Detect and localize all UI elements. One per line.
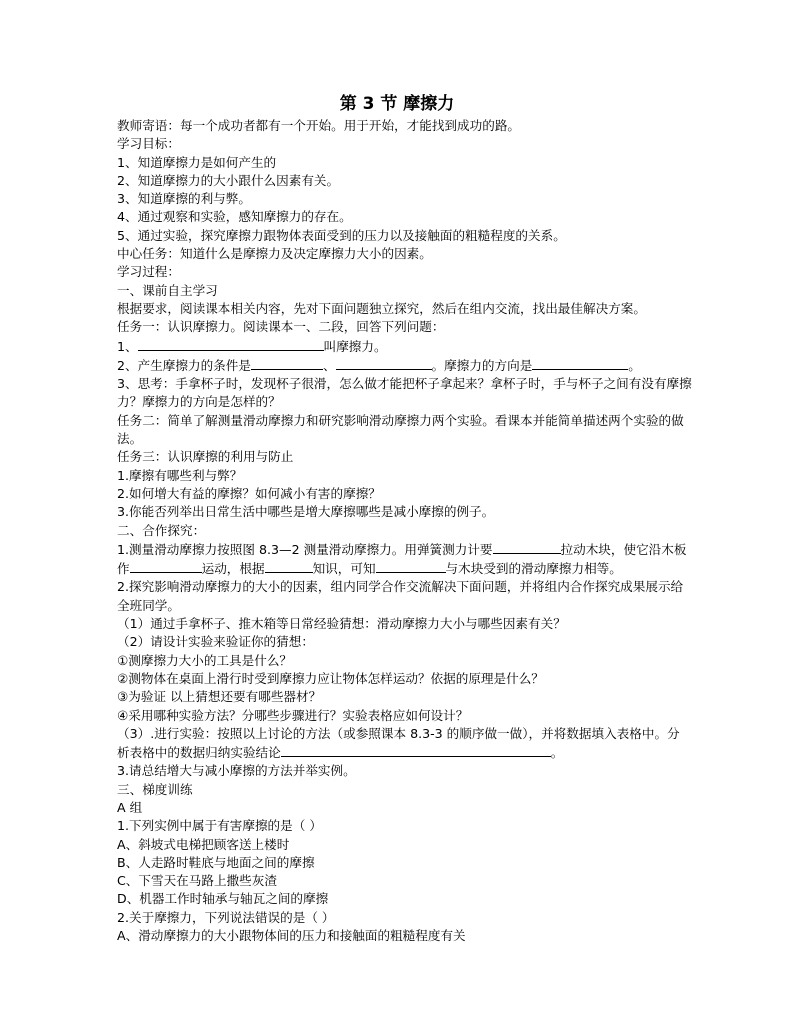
fill-blank[interactable]	[336, 356, 432, 370]
fill-blank[interactable]	[532, 356, 628, 370]
subquestion: ③为验证 以上猜想还要有哪些器材？	[117, 689, 322, 705]
option-a: A、滑动摩擦力的大小跟物体间的压力和接触面的粗糙程度有关	[117, 928, 466, 944]
section-heading: 一、课前自主学习	[117, 282, 218, 298]
summary-question: 3.请总结增大与减小摩擦的方法并举实例。	[117, 763, 356, 779]
fill-blank[interactable]	[281, 743, 551, 757]
fill-blank[interactable]	[265, 559, 313, 573]
task-three: 任务三：认识摩擦的利用与防止	[117, 449, 294, 465]
teacher-message: 教师寄语：每一个成功者都有一个开始。用于开始，才能找到成功的路。	[117, 118, 520, 133]
subquestion: ②测物体在桌面上滑行时受到摩擦力应让物体怎样运动？依据的原理是什么？	[117, 670, 544, 686]
section-heading: 二、合作探究：	[117, 522, 206, 538]
question-2-sep: 、	[322, 357, 336, 373]
option-d: D、机器工作时轴承与轴瓦之间的摩擦	[117, 891, 329, 907]
task-three-q2: 2.如何增大有益的摩擦？如何减小有害的摩擦？	[117, 485, 381, 501]
question-3: 3、思考：手拿杯子时，发现杯子很滑，怎么做才能把杯子拿起来？拿杯子时，手与杯子之间有没有摩擦力？摩擦力的方向是怎样的？	[117, 376, 692, 410]
question-2-mid: 。摩擦力的方向是	[431, 357, 533, 373]
coop-question-1	[117, 540, 692, 579]
fill-blank[interactable]	[251, 356, 323, 370]
objective-item: 1、知道摩擦力是如何产生的	[117, 154, 277, 170]
task-two: 任务二：简单了解测量滑动摩擦力和研究影响滑动摩擦力两个实验。看课本并能简单描述两个实验的做法。	[117, 412, 684, 447]
mc-question-1: 1.下列实例中属于有害摩擦的是（ ）	[117, 818, 322, 834]
question-1-suffix: 叫摩擦力。	[323, 338, 387, 354]
question-2	[117, 356, 692, 375]
coop-text: 知识，可知	[312, 561, 376, 577]
subquestion: ④采用哪种实验方法？分哪些步骤进行？实验表格应如何设计？	[117, 707, 469, 723]
document-body	[117, 117, 692, 945]
question-1-prefix: 1、	[117, 338, 138, 354]
option-b: B、人走路时鞋底与地面之间的摩擦	[117, 854, 315, 870]
option-c: C、下雪天在马路上撒些灰渣	[117, 873, 277, 889]
question-2-prefix: 2、产生摩擦力的条件是	[117, 357, 251, 373]
coop-question-2: 2.探究影响滑动摩擦力的大小的因素，组内同学合作交流解决下面问题，并将组内合作探究成果展示给全班同学。	[117, 579, 684, 613]
coop-text: 1.测量滑动摩擦力按照图 8.3—2 测量滑动摩擦力。用弹簧测力计要	[117, 541, 493, 557]
task-three-q3: 3.你能否列举出日常生活中哪些是增大摩擦哪些是减小摩擦的例子。	[117, 504, 495, 520]
fill-blank[interactable]	[138, 337, 324, 351]
objective-item: 3、知道摩擦的利与弊。	[117, 191, 251, 207]
fill-blank[interactable]	[130, 559, 202, 573]
mc-question-2: 2.关于摩擦力，下列说法错误的是（ ）	[117, 909, 335, 925]
coop-text: 拉动木块，使它沿木板作	[117, 541, 687, 577]
objective-item: 4、通过观察和实验，感知摩擦力的存在。	[117, 209, 352, 225]
experiment-end: 。	[550, 745, 564, 761]
option-a: A、斜坡式电梯把顾客送上楼时	[117, 836, 290, 852]
task-three-q1: 1.摩擦有哪些利与弊？	[117, 467, 243, 483]
process-heading: 学习过程：	[117, 264, 180, 280]
task-one: 任务一：认识摩擦力。阅读课本一、二段，回答下列问题：	[117, 319, 445, 335]
central-task: 中心任务：知道什么是摩擦力及决定摩擦力大小的因素。	[117, 246, 432, 262]
experiment-step	[117, 725, 692, 763]
objectives-heading: 学习目标：	[117, 136, 180, 152]
experiment-text: （3）.进行实验：按照以上讨论的方法（或参照课本 8.3-3 的顺序做一做），并将数据填入表格中。分析表格中的数据归纳实验结论	[117, 725, 680, 761]
section-heading: 三、梯度训练	[117, 781, 193, 797]
instructions: 根据要求，阅读课本相关内容，先对下面问题独立探究，然后在组内交流，找出最佳解决方案。	[117, 300, 646, 316]
subquestion: （2）请设计实验来验证你的猜想：	[117, 634, 314, 650]
group-heading: A 组	[117, 799, 143, 815]
question-1	[117, 337, 692, 356]
fill-blank[interactable]	[493, 540, 561, 554]
subquestion: （1）通过手拿杯子、推木箱等日常经验猜想：滑动摩擦力大小与哪些因素有关？	[117, 616, 566, 632]
question-2-end: 。	[628, 357, 641, 373]
page-title: 第 3 节 摩擦力	[339, 94, 455, 114]
coop-text: 运动，根据	[201, 561, 265, 577]
objective-item: 2、知道摩擦力的大小跟什么因素有关。	[117, 172, 340, 188]
objective-item: 5、通过实验，探究摩擦力跟物体表面受到的压力以及接触面的粗糙程度的关系。	[117, 227, 566, 243]
coop-text: 与木块受到的滑动摩擦力相等。	[445, 561, 622, 577]
subquestion: ①测摩擦力大小的工具是什么？	[117, 652, 293, 668]
fill-blank[interactable]	[376, 559, 446, 573]
